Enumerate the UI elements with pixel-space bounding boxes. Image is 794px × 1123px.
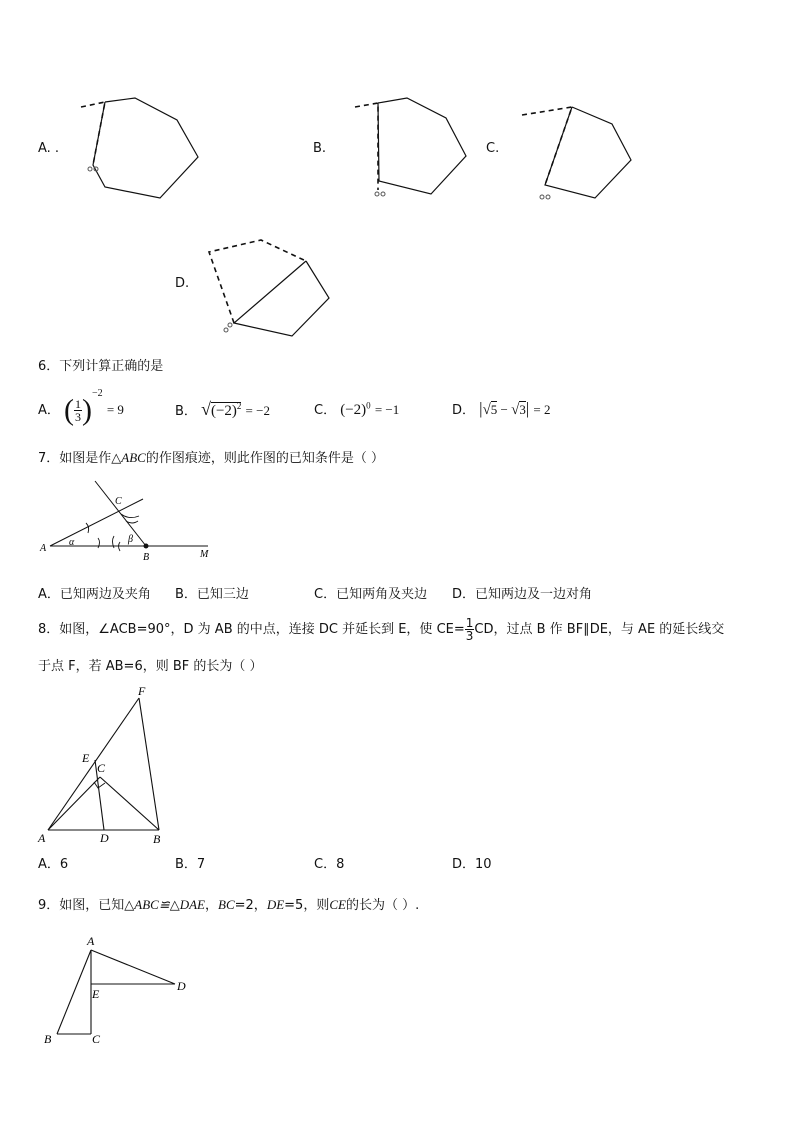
q8-option-c: C．8 bbox=[314, 857, 345, 872]
q5-option-c-figure bbox=[515, 98, 640, 203]
q5-option-b-label: B. bbox=[313, 141, 327, 156]
q8-stem-line1: 8．如图，∠ACB=90°，D 为 AB 的中点，连接 DC 并延长到 E，使 CE= $\frac{1}{3}$ CD，过点 B 作 BF∥DE，与 AE 的延长线交 bbox=[38, 616, 725, 643]
polygon-outline bbox=[545, 107, 631, 198]
cut-dashed-line bbox=[522, 107, 572, 185]
cut-dashed-line bbox=[81, 102, 105, 165]
q5-option-d-label: D. bbox=[175, 276, 190, 291]
label-c: C bbox=[115, 496, 122, 507]
q6-option-d: D． |√5 − √3| = 2 bbox=[452, 399, 551, 418]
label-alpha: α bbox=[69, 537, 75, 548]
cut-dashed-line bbox=[209, 240, 306, 323]
q8-option-b: B．7 bbox=[175, 857, 206, 872]
cut-dashed-line bbox=[355, 103, 378, 190]
polygon-outline bbox=[234, 261, 329, 336]
label-a: A bbox=[38, 831, 46, 845]
label-c: C bbox=[92, 1032, 101, 1046]
q6-option-c: C． $(-2)^0 = -1$ bbox=[314, 400, 400, 418]
polygon-outline bbox=[378, 98, 466, 194]
q9-stem: 9．如图，已知△ABC≌△DAE，BC=2，DE=5，则CE的长为（ ）. bbox=[38, 897, 420, 913]
q6-stem: 6．下列计算正确的是 bbox=[38, 359, 164, 374]
label-c: C bbox=[97, 761, 106, 775]
q7-figure bbox=[36, 476, 216, 568]
scissors-icon bbox=[540, 195, 550, 199]
q5-option-d-figure bbox=[200, 235, 335, 340]
label-d: D bbox=[177, 979, 186, 993]
scissors-icon bbox=[375, 192, 385, 196]
q7-option-c: C．已知两角及夹边 bbox=[314, 587, 428, 602]
q5-option-b-figure bbox=[345, 95, 475, 200]
label-e: E bbox=[82, 751, 90, 765]
q5-option-a-figure bbox=[70, 95, 210, 205]
q5-option-a-label: A. . bbox=[38, 141, 60, 156]
label-a: A bbox=[87, 934, 95, 948]
q5-option-c-label: C. bbox=[486, 141, 500, 156]
scissors-icon bbox=[224, 323, 232, 332]
q6-option-b: B． $√(-2)^2 = -2$ bbox=[175, 399, 270, 419]
label-beta: β bbox=[128, 534, 133, 545]
label-d: D bbox=[100, 831, 109, 845]
label-b: B bbox=[153, 832, 161, 846]
q8-option-d: D．10 bbox=[452, 857, 492, 872]
q8-figure bbox=[36, 676, 176, 848]
label-e: E bbox=[92, 987, 100, 1001]
label-b: B bbox=[44, 1032, 52, 1046]
label-a: A bbox=[40, 543, 47, 554]
q7-option-a: A．已知两边及夹角 bbox=[38, 587, 151, 602]
q8-stem-line2: 于点 F，若 AB=6，则 BF 的长为（ ） bbox=[38, 659, 263, 674]
q8-option-a: A．6 bbox=[38, 857, 69, 872]
q7-option-b: B．已知三边 bbox=[175, 587, 249, 602]
label-b: B bbox=[143, 552, 150, 563]
q9-figure bbox=[36, 930, 196, 1050]
q6-option-a: A． ( $\frac{1}{3}$ )$^{-2}$ = 9 bbox=[38, 388, 124, 427]
label-f: F bbox=[138, 684, 146, 698]
polygon-outline bbox=[93, 98, 198, 198]
q7-stem: 7．如图是作△ABC的作图痕迹，则此作图的已知条件是（ ） bbox=[38, 450, 384, 466]
label-m: M bbox=[200, 549, 209, 560]
q7-option-d: D．已知两边及一边对角 bbox=[452, 587, 593, 602]
